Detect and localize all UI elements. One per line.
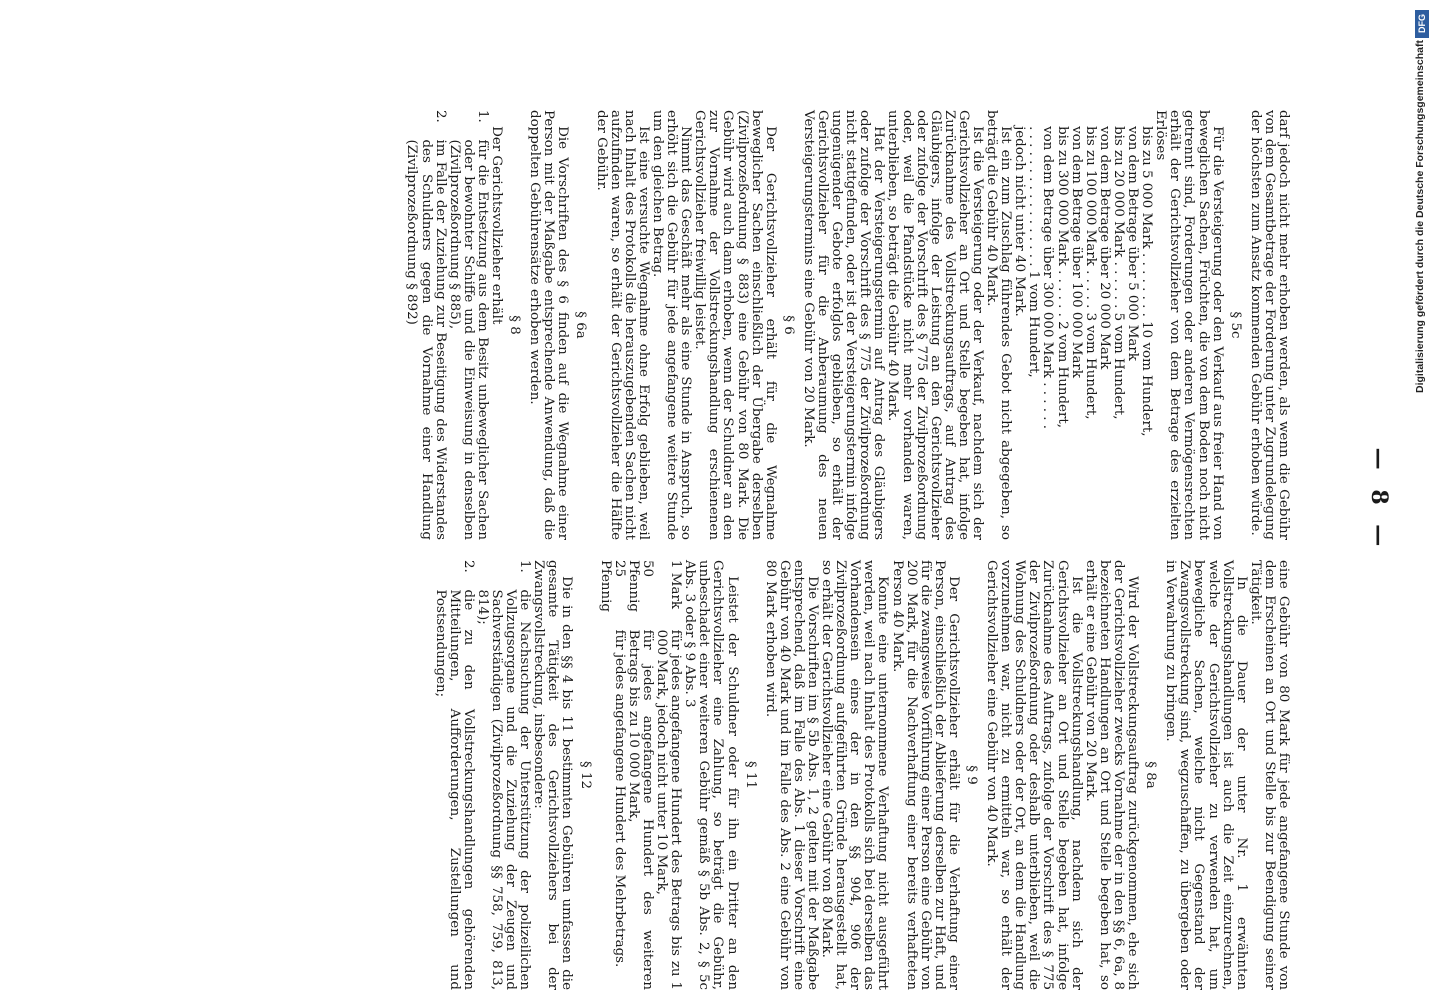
fee-row: bis zu 100 000 Mark . . . . . 3 vom Hundert, <box>1082 126 1098 420</box>
paragraph: Ist die Vollstreckungshandlung, nachdem sich der Gerichtsvollzieher an Ort und Stelle begeben hat, infolge Zurücknahme des Auftrags, zufolge der Vorschrift des § 775 der Zivilprozeßordnung oder deshalb unterblieben, weil die Wohnung des Schuldners oder der Ort, an dem die Handlung vorzunehmen war, nicht zu ermitteln war, so erhält der Gerichtsvollzieher eine Gebühr von 40 Mark. <box>984 560 1084 990</box>
list-item <box>404 110 446 540</box>
list-text: für jedes angefangene Hundert des weiteren Betrags bis zu 10 000 Mark, <box>625 629 655 990</box>
list-number: 50 Pfennig <box>625 560 655 612</box>
section-heading: § 5c <box>1227 311 1243 339</box>
fee-row: bis zu 300 000 Mark . . . . . . 2 vom Hundert, <box>1054 126 1070 428</box>
paragraph: In die Dauer der unter Nr. 1 erwähnten Vollstreckungshandlungen ist auch die Zeit einzurechnen, welche der Gerichtsvollzieher zu verwenden hat, um bewegliche Sachen, welche nicht Gegenstand der Zwangsvollstreckung sind, wegzuschaffen, zu übergeben oder in Verwahrung zu bringen. <box>1163 560 1249 990</box>
fee-row: jedoch nicht unter 40 Mark. <box>1012 126 1028 317</box>
list-number: 1. <box>517 560 533 573</box>
fee-row: von dem Betrage über 20 000 Mark <box>1096 126 1112 370</box>
list-item <box>626 560 654 990</box>
fee-row: von dem Betrage über 300 000 Mark . . . . . . <box>1040 126 1056 430</box>
section-heading: § 8a <box>1143 761 1159 789</box>
list-text: die zu den Vollstreckungshandlungen gehörenden Mitteilungen, Aufforderungen, Zustellungen und Postsendungen; <box>432 589 476 990</box>
dfg-logo: DFG <box>1415 10 1429 38</box>
paragraph: eine Gebühr von 80 Mark für jede angefangene Stunde von dem Erscheinen an Ort und Stelle bis zur Beendigung seiner Tätigkeit. <box>1247 560 1291 990</box>
fee-row: . . . . . . . . . . . . . . . . . 1 vom Hundert, <box>1026 126 1042 378</box>
paragraph: Ist eine versuchte Wegnahme ohne Erfolg geblieben, weil nach Inhalt des Protokolls die herauszugebenden Sachen nicht aufzufinden waren, so erhält der Gerichtsvollzieher die Hälfte der Gebühr. <box>593 110 651 540</box>
paragraph: Nimmt das Geschäft mehr als eine Stunde in Anspruch, so erhöht sich die Gebühr für jede angefangene weitere Stunde um den gleichen Betrag. <box>649 110 694 540</box>
fee-row: von dem Betrage über 100 000 Mark <box>1068 126 1084 378</box>
paragraph: Die in den §§ 4 bis 11 bestimmten Gebühren umfassen die gesamte Tätigkeit des Gerichtsvollziehers bei der Zwangsvollstreckung, insbesondere: <box>531 560 575 990</box>
paragraph: Ist die Versteigerung oder der Verkauf, nachdem sich der Gerichtsvollzieher an Ort und Stelle begeben hat, infolge Zurücknahme des Vollstreckungsauftrags, auf Antrag des Gläubigers, infolge der Leistung an den Gerichtsvollzieher oder zufolge der Vorschrift des § 775 der Zivilprozeßordnung oder, weil die Pfandstücke nicht mehr vorhanden waren, unterblieben, so beträgt die Gebühr 40 Mark. <box>885 110 986 540</box>
list-number: 1 Mark <box>668 560 684 609</box>
fee-row: von dem Betrage über 5 000 Mark <box>1125 126 1141 361</box>
list-number: 25 Pfennig <box>597 560 627 612</box>
paragraph: Wird der Vollstreckungsauftrag zurückgenommen, ehe sich der Gerichtsvollzieher zwecks Vornahme der in den §§ 6, 6a, 8 bezeichneten Handlungen an Ort und Stelle begeben hat, so erhält er eine Gebühr von 20 Mark. <box>1082 560 1141 990</box>
list-number: 1. <box>474 110 490 123</box>
section-heading: § 6 <box>780 315 796 335</box>
left-column <box>404 110 1290 540</box>
paragraph: Für die Versteigerung oder den Verkauf aus freier Hand von beweglichen Sachen, Früchten, die von dem Boden noch nicht getrennt sind, Forderungen oder anderen Vermögensrechten erhält der Gerichtsvollzieher von dem Betrage des erzielten Erlöses <box>1153 110 1225 540</box>
paragraph: Der Gerichtsvollzieher erhält <box>489 126 505 325</box>
list-number: 2. <box>460 560 476 573</box>
list-number: 2. <box>432 110 448 123</box>
paragraph: darf jedoch nicht mehr erhoben werden, als wenn die Gebühr von dem Gesamtbetrage der Forderung unter Zugrundelegung der höchsten zum Ansatz kommenden Gebühr erhoben würde. <box>1247 110 1291 540</box>
funding-notice-strip <box>1406 0 1434 1000</box>
list-item <box>433 560 475 990</box>
section-heading: § 12 <box>577 761 593 789</box>
paragraph: Die Vorschriften des § 6 finden auf die Wegnahme einer Person mit der Maßgabe entsprechende Anwendung, daß die doppelten Gebührensätze erhoben werden. <box>527 110 571 540</box>
list-text: die Nachsuchung der Unterstützung der polizeilichen Vollzugsorgane und die Zuziehung der Zeugen und Sachverständigen (Zivilprozeßordnung §§ 758, 759, 813, 814); <box>474 589 533 990</box>
list-item <box>475 560 531 990</box>
fee-row: bis zu 20 000 Mark . . . . . . 5 vom Hundert, <box>1110 126 1126 420</box>
fee-table <box>1012 110 1153 540</box>
list-text: für die Entsetzung aus dem Besitz unbeweglicher Sachen oder bewohnter Schiffe und die Einweisung in denselben (Zivilprozeßordnung § 885), <box>446 139 490 540</box>
page-number: — 8 — <box>1366 447 1392 553</box>
paragraph: Die Vorschriften im § 5b Abs. 1, 2 gelten mit der Maßgabe entsprechend, daß im Falle des Abs. 1 dieser Vorschrift eine Gebühr von 40 Mark und im Falle des Abs. 2 eine Gebühr von 80 Mark erhoben wird. <box>762 560 820 990</box>
paragraph: Ist ein zum Zuschlag führendes Gebot nicht abgegeben, so beträgt die Gebühr 40 Mark. <box>984 110 1014 540</box>
section-heading: § 9 <box>964 765 980 785</box>
list-text: für jedes angefangene Hundert des Mehrbetrags. <box>611 629 627 968</box>
paragraph: Der Gerichtsvollzieher erhält für die Verhaftung einer Person, einschließlich der Ablieferung derselben zur Haft, und für die zwangsweise Vorführung einer Person eine Gebühr von 200 Mark, für die Nachverhaftung einer bereits verhafteten Person 40 Mark. <box>889 560 961 990</box>
paragraph: Konnte eine unternommene Verhaftung nicht ausgeführt werden, weil nach Inhalt des Protokolls sich bei derselben das Vorhandensein eines der in den §§ 904, 906 der Zivilprozeßordnung aufgeführten Gründe herausgestellt hat, so erhält der Gerichtsvollzieher eine Gebühr von 80 Mark. <box>819 560 891 990</box>
section-heading: § 11 <box>742 761 758 789</box>
paragraph: Leistet der Schuldner oder für ihn ein Dritter an den Gerichtsvollzieher eine Zahlung, so beträgt die Gebühr, unbeschadet einer weiteren Gebühr gemäß § 5b Abs. 2, § 5c Abs. 3 oder § 9 Abs. 3 <box>682 560 740 990</box>
section-heading: § 6a <box>573 311 589 339</box>
funding-notice: Digitalisierung gefördert durch die Deutsche Forschungsgemeinschaft <box>1414 40 1426 393</box>
list-item <box>598 560 626 990</box>
paragraph: Hat der Versteigerungstermin auf Antrag des Gläubigers oder zufolge der Vorschrift des § 775 der Zivilprozeßordnung nicht stattgefunden, oder ist der Versteigerungstermin infolge ungenügender Gebote erfolglos geblieben, so erhält der Gerichtsvollzieher für die Anberaumung des neuen Versteigerungstermins eine Gebühr von 20 Mark. <box>800 110 887 540</box>
list-text: im Falle der Zuziehung zur Beseitigung des Widerstandes des Schuldners gegen die Vornahme einer Handlung (Zivilprozeßordnung § 892) <box>404 139 448 540</box>
paragraph: Der Gerichtsvollzieher erhält für die Wegnahme beweglicher Sachen einschließlich der Übergabe derselben (Zivilprozeßordnung § 883) eine Gebühr von 80 Mark. Die Gebühr wird auch dann erhoben, wenn der Schuldner an den zur Vornahme der Vollstreckungshandlung erschienenen Gerichtsvollzieher freiwillig leistet. <box>692 110 778 540</box>
right-column <box>433 560 1290 990</box>
list-text: für jedes angefangene Hundert des Betrags bis zu 1 000 Mark, jedoch nicht unter 10 Mark, <box>654 629 684 990</box>
fee-row: bis zu 5 000 Mark . . . . . . . . 10 vom Hundert, <box>1139 126 1155 437</box>
list-item <box>654 560 682 990</box>
section-heading: § 8 <box>507 315 523 335</box>
list-item <box>447 110 489 540</box>
